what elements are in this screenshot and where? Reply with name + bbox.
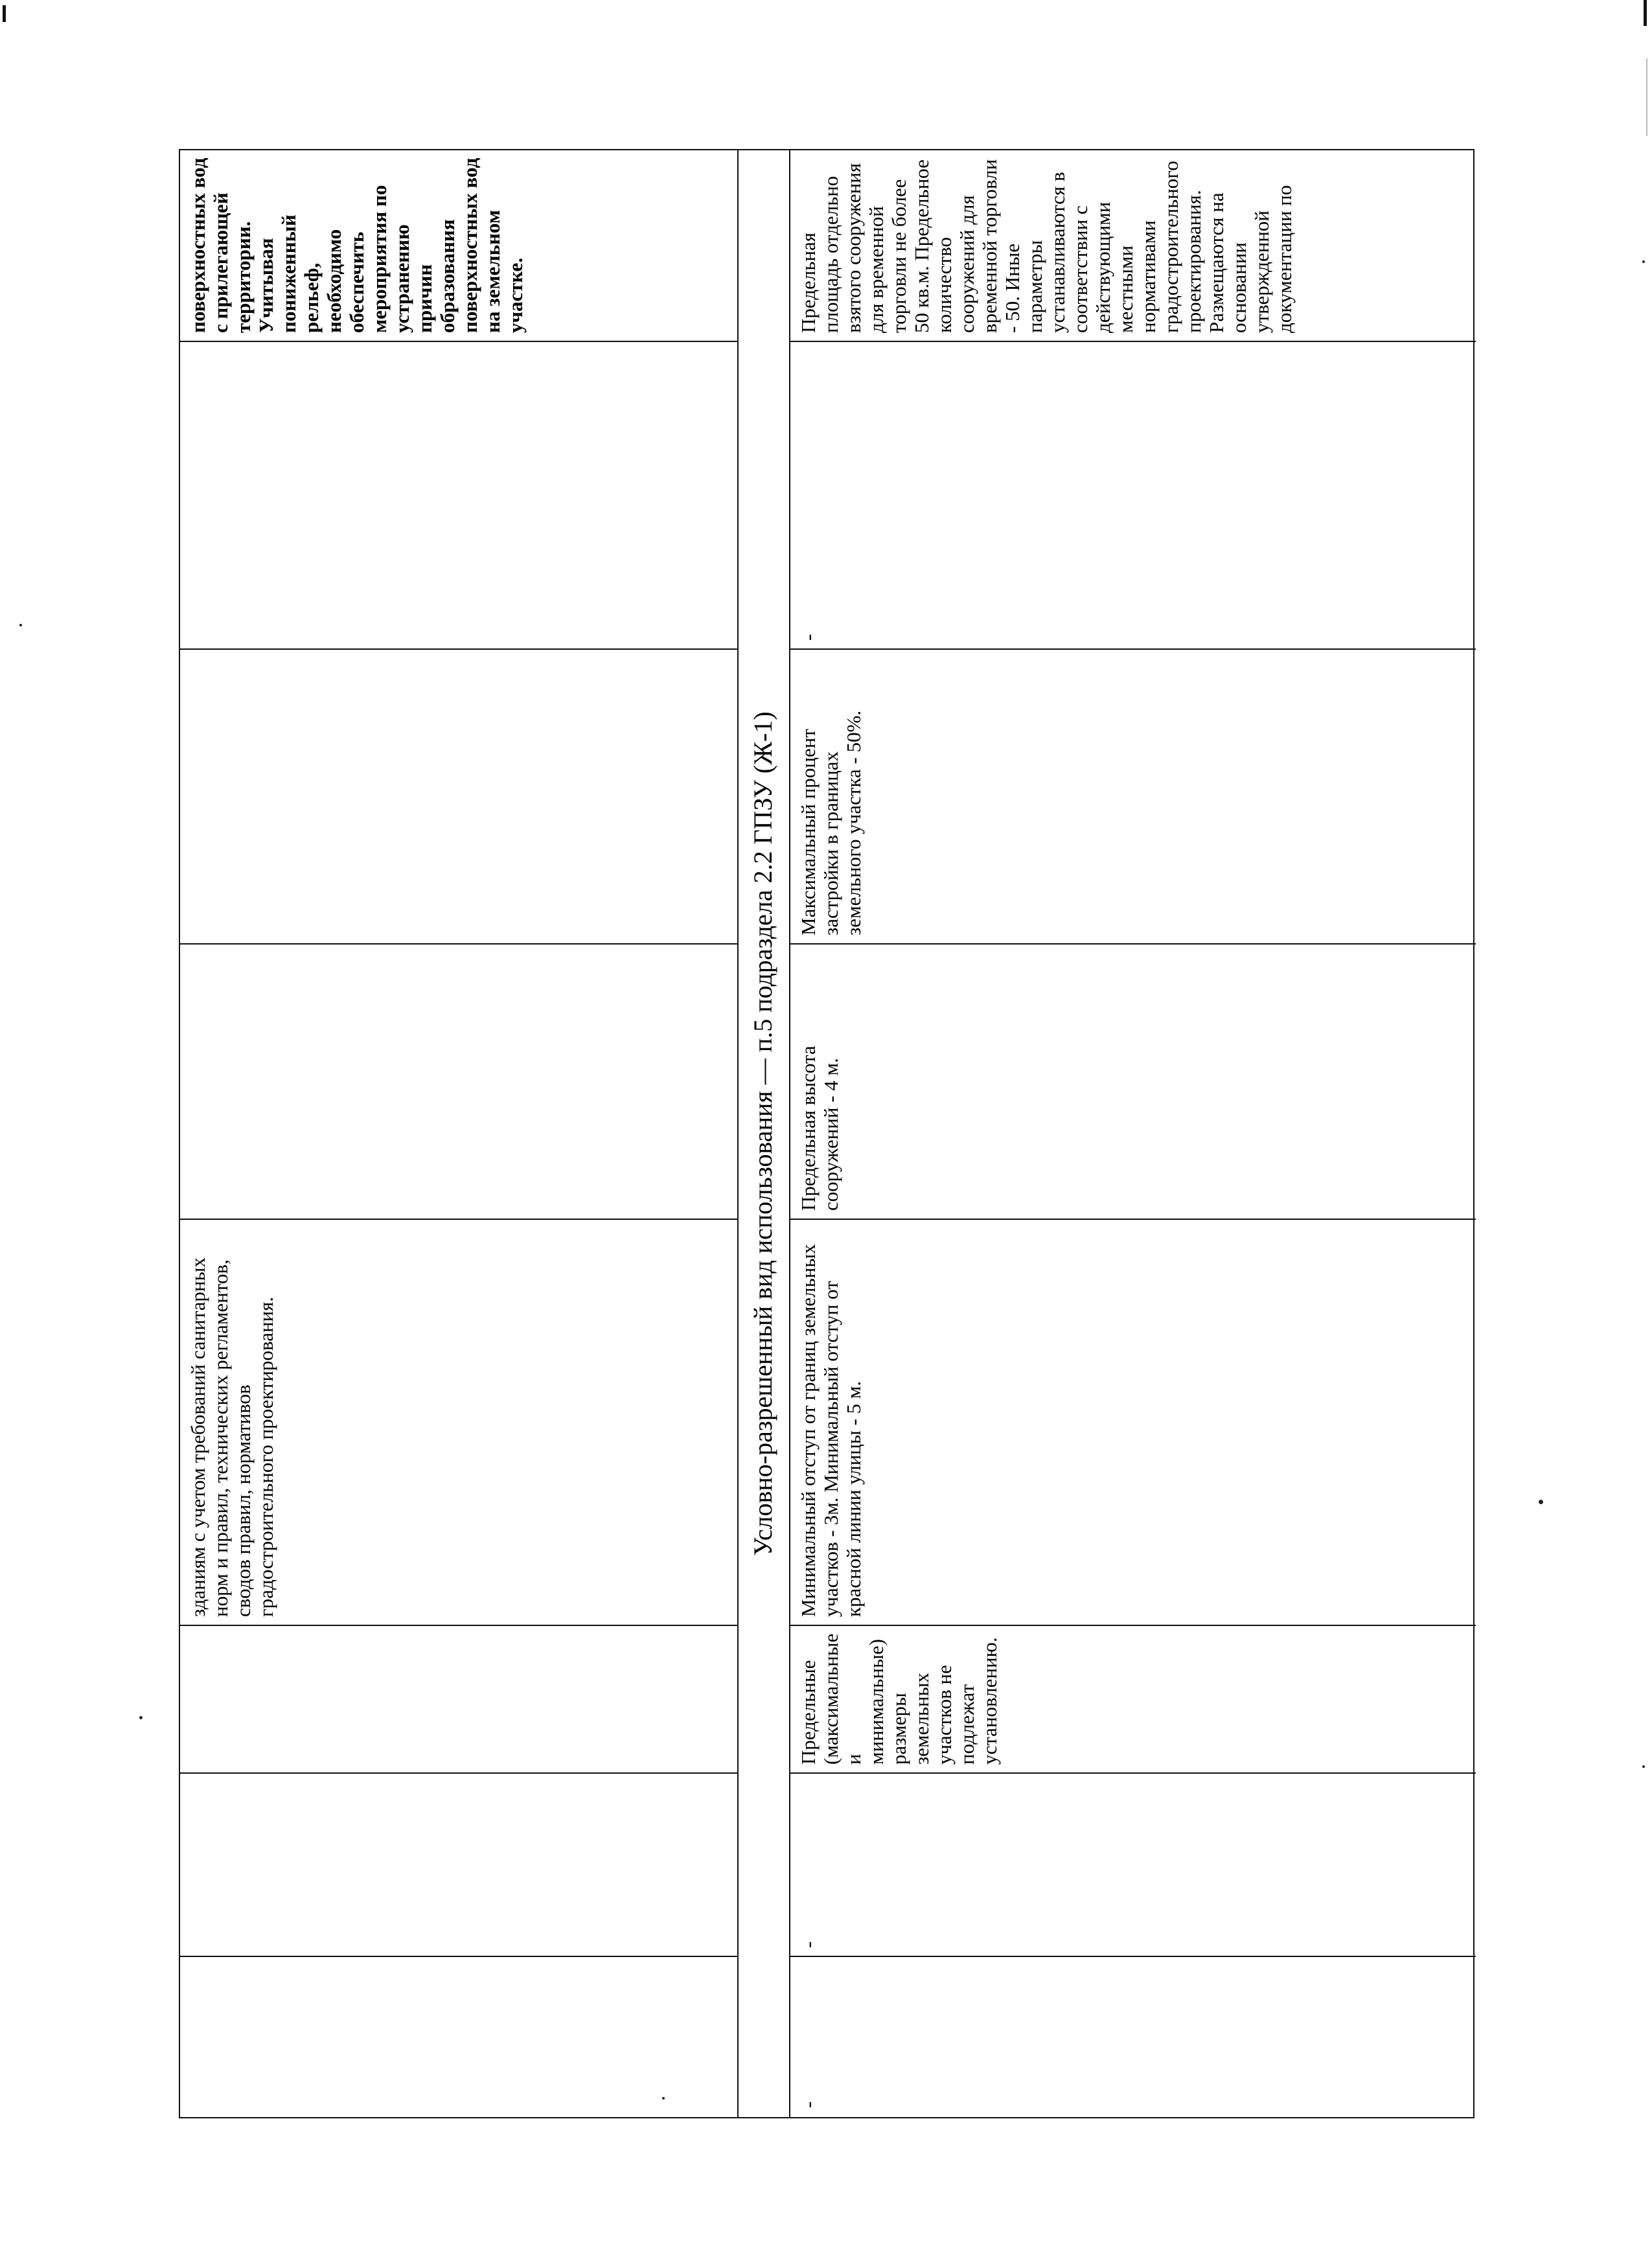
lower-col4-height-text: Предельная высота сооружений - 4 м. [797, 1046, 842, 1211]
lower-col3-setback-text: Минимальный отступ от границ земельных участков - 3м. Минимальный отступ от красной линии улицы - 5 м. [797, 1244, 865, 1617]
scan-speck [139, 1716, 143, 1719]
lower-col6-dash: - [797, 634, 820, 641]
scan-edge-mark-left [3, 5, 6, 22]
scan-edge-mark-right-faint [1646, 58, 1647, 136]
lower-col0-dash: - [797, 2101, 820, 2108]
scan-speck [1642, 260, 1645, 263]
scan-edge-mark-right [1644, 0, 1647, 26]
section-heading: Условно-разрешенный вид использования — п.5 подраздела 2.2 ГПЗУ (Ж-1) [748, 711, 777, 1556]
upper-table-row [180, 150, 737, 2117]
scan-speck [1539, 1500, 1543, 1504]
lower-col1-dash: - [797, 1941, 820, 1948]
lower-col7-other-params-text: Предельная площадь отдельно взятого сооружения для временной торговли не более 50 кв.м. Предельное количество сооружений для временной торговли - 50. Иные параметры устанавливаются в соответствии с действующими местными нормативами градостроительного проектирования. Размещаются на основании утвержденной документации по [797, 159, 1296, 333]
lower-col2-plot-size-text: Предельные (максимальные и минимальные) размеры земельных участков не подлежат установлению. [797, 1633, 1001, 1765]
upper-col7-cell-text: поверхностных вод с прилегающей территории. Учитывая пониженный рельеф, необходимо обеспечить мероприятия по устранению причин образования поверхностных вод на земельном участке. [187, 157, 527, 333]
scan-speck [1642, 1765, 1645, 1768]
lower-table-row [790, 150, 1476, 2117]
lower-col5-coverage-text: Максимальный процент застройки в границах земельного участка - 50%. [797, 710, 865, 935]
scan-speck [19, 624, 22, 626]
rotated-regulations-table [179, 149, 1474, 2118]
upper-col2-cell-text: зданиям с учетом требований санитарных норм и правил, технических регламентов, сводов правил, нормативов градостроительного проектирования. [187, 1257, 277, 1617]
